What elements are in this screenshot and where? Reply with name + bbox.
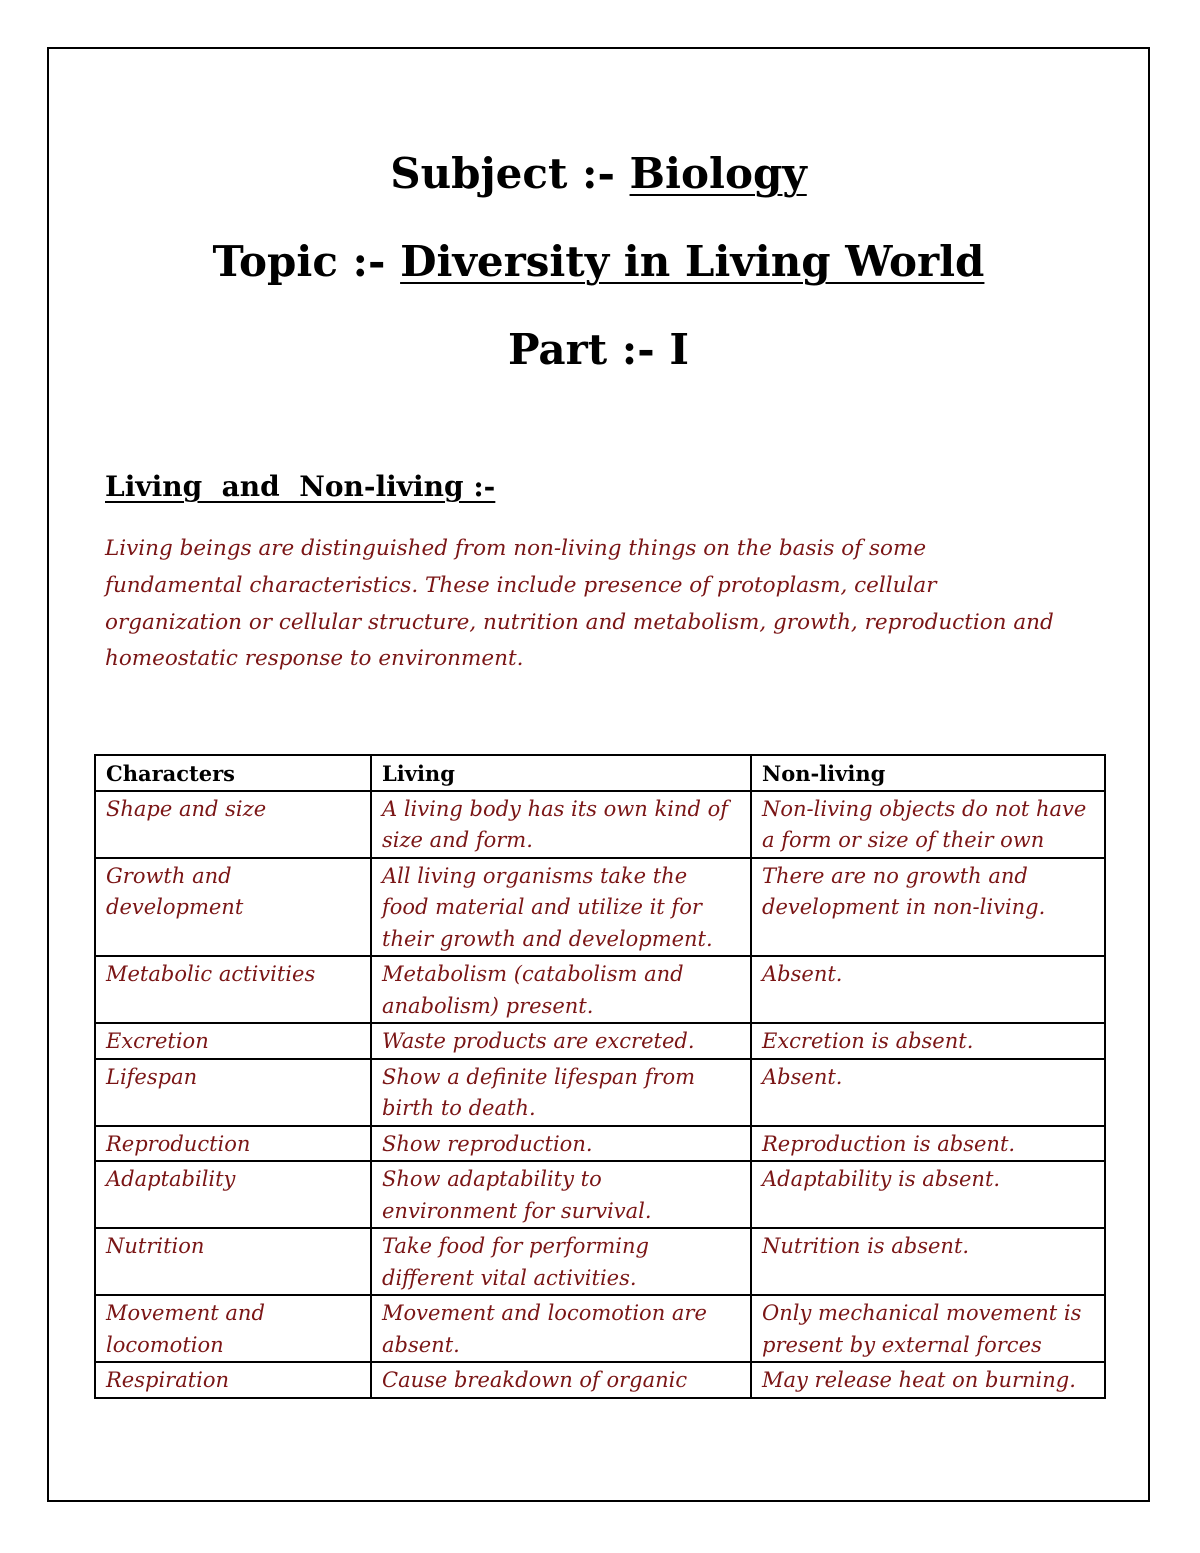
table-row [95, 791, 1105, 858]
subject-title [47, 149, 1150, 198]
cell-living: Show adaptability to environment for survival. [371, 1161, 751, 1228]
header-characters: Characters [95, 755, 371, 791]
cell-living: Metabolism (catabolism and anabolism) present. [371, 956, 751, 1023]
cell-character: Reproduction [95, 1126, 371, 1162]
table-row [95, 1023, 1105, 1059]
cell-non-living: There are no growth and development in non-living. [751, 858, 1105, 957]
header-living: Living [371, 755, 751, 791]
cell-non-living: Only mechanical movement is present by external forces [751, 1295, 1105, 1362]
cell-non-living: Adaptability is absent. [751, 1161, 1105, 1228]
subject-label: Subject :- [390, 149, 630, 198]
cell-living: All living organisms take the food material and utilize it for their growth and development. [371, 858, 751, 957]
cell-non-living: May release heat on burning. [751, 1362, 1105, 1398]
part-label: Part :- [507, 325, 670, 374]
cell-non-living: Non-living objects do not have a form or size of their own [751, 791, 1105, 858]
topic-label: Topic :- [212, 237, 401, 286]
table-row [95, 1126, 1105, 1162]
cell-living: Waste products are excreted. [371, 1023, 751, 1059]
cell-character: Lifespan [95, 1059, 371, 1126]
cell-character: Shape and size [95, 791, 371, 858]
cell-character: Movement and locomotion [95, 1295, 371, 1362]
topic-title [47, 237, 1150, 286]
part-title [47, 325, 1150, 374]
table-row [95, 956, 1105, 1023]
cell-character: Respiration [95, 1362, 371, 1398]
cell-character: Growth and development [95, 858, 371, 957]
section-heading: Living and Non-living :- [105, 470, 496, 503]
cell-character: Nutrition [95, 1228, 371, 1295]
cell-non-living: Absent. [751, 956, 1105, 1023]
part-value: I [669, 325, 690, 374]
cell-living: A living body has its own kind of size and form. [371, 791, 751, 858]
cell-character: Excretion [95, 1023, 371, 1059]
header-non-living: Non-living [751, 755, 1105, 791]
cell-non-living: Excretion is absent. [751, 1023, 1105, 1059]
cell-non-living: Absent. [751, 1059, 1105, 1126]
cell-living: Show reproduction. [371, 1126, 751, 1162]
cell-living: Cause breakdown of organic [371, 1362, 751, 1398]
cell-non-living: Reproduction is absent. [751, 1126, 1105, 1162]
table-row [95, 1228, 1105, 1295]
topic-value: Diversity in Living World [400, 237, 985, 286]
table-row [95, 1362, 1105, 1398]
table-row [95, 1161, 1105, 1228]
cell-living: Take food for performing different vital activities. [371, 1228, 751, 1295]
table-row [95, 1295, 1105, 1362]
cell-living: Show a definite lifespan from birth to death. [371, 1059, 751, 1126]
cell-character: Adaptability [95, 1161, 371, 1228]
cell-living: Movement and locomotion are absent. [371, 1295, 751, 1362]
cell-character: Metabolic activities [95, 956, 371, 1023]
subject-value: Biology [629, 149, 807, 198]
comparison-table [94, 754, 1106, 1399]
table-row [95, 858, 1105, 957]
table-header-row [95, 755, 1105, 791]
table-row [95, 1059, 1105, 1126]
intro-paragraph: Living beings are distinguished from non-living things on the basis of some fundamental characteristics. These include presence of protoplasm, cellular organization or cellular structure, nutrition and metabolism, growth, reproduction and homeostatic response to environment. [105, 536, 1054, 672]
cell-non-living: Nutrition is absent. [751, 1228, 1105, 1295]
